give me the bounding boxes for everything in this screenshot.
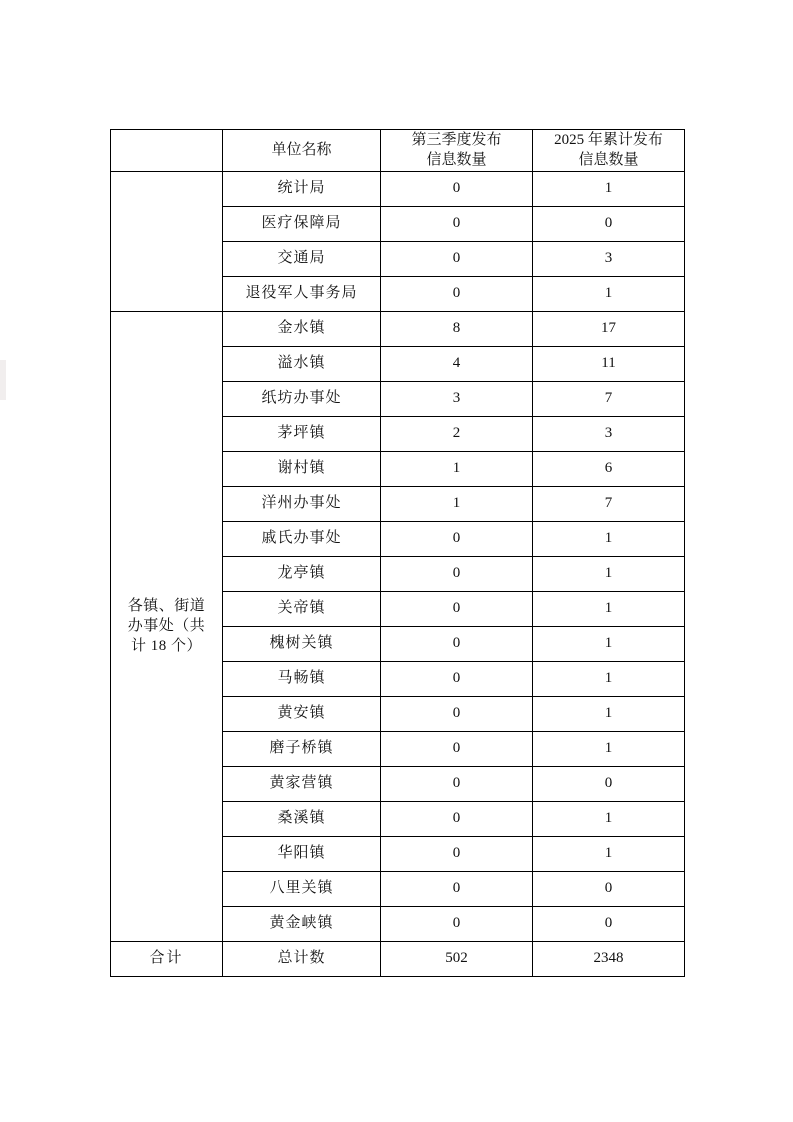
cell-q3-count: 0 xyxy=(381,591,533,626)
cell-total-year: 2348 xyxy=(533,941,685,976)
cell-unit-name: 戚氏办事处 xyxy=(223,521,381,556)
cell-q3-count: 2 xyxy=(381,416,533,451)
cell-unit-name: 黄家营镇 xyxy=(223,766,381,801)
group-cell-towns xyxy=(111,311,223,941)
table-header-row xyxy=(111,130,685,172)
cell-unit-name: 交通局 xyxy=(223,241,381,276)
cell-unit-name: 退役军人事务局 xyxy=(223,276,381,311)
information-release-table xyxy=(110,129,685,977)
cell-year-count: 1 xyxy=(533,626,685,661)
cell-unit-name: 溢水镇 xyxy=(223,346,381,381)
table-row xyxy=(111,311,685,346)
cell-q3-count: 0 xyxy=(381,521,533,556)
cell-year-count: 3 xyxy=(533,241,685,276)
cell-year-count: 1 xyxy=(533,661,685,696)
cell-q3-count: 0 xyxy=(381,731,533,766)
cell-q3-count: 0 xyxy=(381,906,533,941)
cell-unit-name: 槐树关镇 xyxy=(223,626,381,661)
cell-year-count: 0 xyxy=(533,206,685,241)
cell-unit-name: 八里关镇 xyxy=(223,871,381,906)
cell-q3-count: 0 xyxy=(381,766,533,801)
cell-unit-name: 桑溪镇 xyxy=(223,801,381,836)
cell-q3-count: 0 xyxy=(381,871,533,906)
cell-q3-count: 1 xyxy=(381,486,533,521)
header-group-blank xyxy=(111,130,223,172)
cell-unit-name: 统计局 xyxy=(223,171,381,206)
scan-edge-artifact xyxy=(0,360,6,400)
cell-unit-name: 洋州办事处 xyxy=(223,486,381,521)
cell-year-count: 1 xyxy=(533,836,685,871)
cell-year-count: 1 xyxy=(533,591,685,626)
cell-year-count: 0 xyxy=(533,871,685,906)
cell-unit-name: 纸坊办事处 xyxy=(223,381,381,416)
cell-year-count: 6 xyxy=(533,451,685,486)
cell-unit-name: 关帝镇 xyxy=(223,591,381,626)
cell-q3-count: 0 xyxy=(381,241,533,276)
cell-year-count: 0 xyxy=(533,906,685,941)
table-row xyxy=(111,171,685,206)
header-unit-name: 单位名称 xyxy=(223,130,381,172)
header-q3-line2: 信息数量 xyxy=(426,152,487,169)
cell-total-name: 总计数 xyxy=(223,941,381,976)
cell-q3-count: 1 xyxy=(381,451,533,486)
cell-q3-count: 0 xyxy=(381,556,533,591)
cell-year-count: 11 xyxy=(533,346,685,381)
group-towns-line2: 办事处（共 xyxy=(127,617,206,634)
cell-q3-count: 0 xyxy=(381,206,533,241)
cell-q3-count: 0 xyxy=(381,801,533,836)
group-towns-line3: 计 18 个） xyxy=(130,638,202,655)
cell-unit-name: 马畅镇 xyxy=(223,661,381,696)
cell-year-count: 3 xyxy=(533,416,685,451)
cell-unit-name: 茅坪镇 xyxy=(223,416,381,451)
cell-year-count: 0 xyxy=(533,766,685,801)
cell-q3-count: 3 xyxy=(381,381,533,416)
header-q3-line1: 第三季度发布 xyxy=(411,132,502,148)
cell-q3-count: 4 xyxy=(381,346,533,381)
cell-unit-name: 磨子桥镇 xyxy=(223,731,381,766)
header-year-line1: 2025 年累计发布 xyxy=(554,132,663,148)
cell-year-count: 1 xyxy=(533,171,685,206)
cell-year-count: 1 xyxy=(533,276,685,311)
cell-unit-name: 医疗保障局 xyxy=(223,206,381,241)
cell-year-count: 7 xyxy=(533,486,685,521)
cell-unit-name: 华阳镇 xyxy=(223,836,381,871)
cell-unit-name: 黄金峡镇 xyxy=(223,906,381,941)
cell-year-count: 1 xyxy=(533,521,685,556)
cell-unit-name: 金水镇 xyxy=(223,311,381,346)
cell-q3-count: 8 xyxy=(381,311,533,346)
cell-year-count: 7 xyxy=(533,381,685,416)
cell-q3-count: 0 xyxy=(381,276,533,311)
cell-q3-count: 0 xyxy=(381,696,533,731)
header-year-count xyxy=(533,130,685,172)
cell-q3-count: 0 xyxy=(381,661,533,696)
group-cell-departments xyxy=(111,171,223,311)
header-year-line2: 信息数量 xyxy=(578,152,639,169)
group-towns-line1: 各镇、街道 xyxy=(127,597,206,614)
cell-year-count: 17 xyxy=(533,311,685,346)
cell-q3-count: 0 xyxy=(381,626,533,661)
cell-q3-count: 0 xyxy=(381,171,533,206)
cell-total-q3: 502 xyxy=(381,941,533,976)
cell-q3-count: 0 xyxy=(381,836,533,871)
group-cell-total: 合计 xyxy=(111,941,223,976)
cell-unit-name: 黄安镇 xyxy=(223,696,381,731)
cell-year-count: 1 xyxy=(533,556,685,591)
cell-year-count: 1 xyxy=(533,696,685,731)
cell-unit-name: 龙亭镇 xyxy=(223,556,381,591)
cell-year-count: 1 xyxy=(533,731,685,766)
cell-year-count: 1 xyxy=(533,801,685,836)
table-total-row xyxy=(111,941,685,976)
header-q3-count xyxy=(381,130,533,172)
cell-unit-name: 谢村镇 xyxy=(223,451,381,486)
